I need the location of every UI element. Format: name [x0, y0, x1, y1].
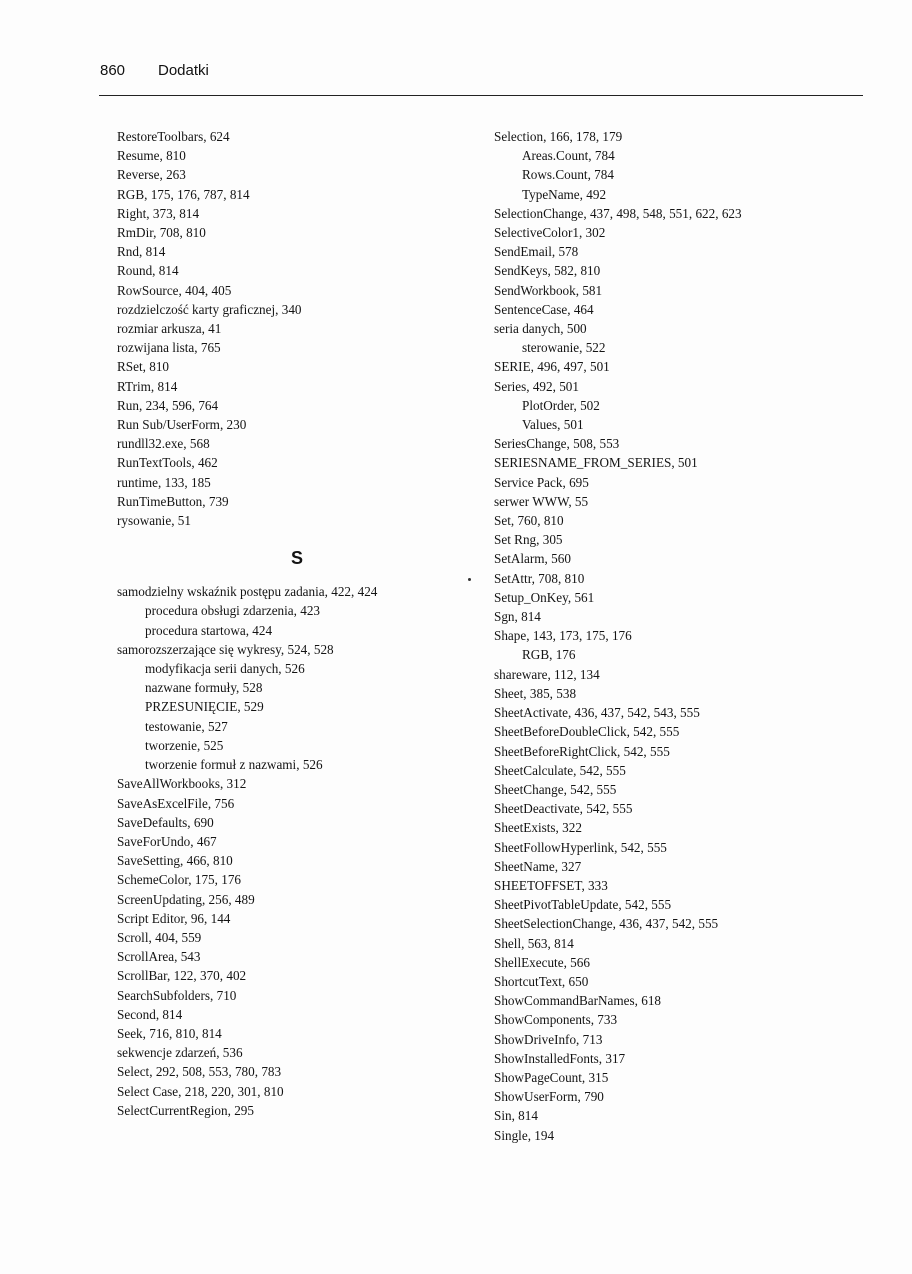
index-entry: Rnd, 814 — [117, 244, 166, 260]
index-entry: Reverse, 263 — [117, 167, 186, 183]
index-entry: SheetChange, 542, 555 — [494, 781, 617, 797]
index-entry: SERIESNAME_FROM_SERIES, 501 — [494, 455, 698, 471]
index-entry: RunTextTools, 462 — [117, 455, 218, 471]
index-entry: SheetDeactivate, 542, 555 — [494, 801, 633, 817]
index-entry: RSet, 810 — [117, 359, 170, 375]
index-entry: samodzielny wskaźnik postępu zadania, 422, 424 — [117, 584, 378, 600]
index-entry: SearchSubfolders, 710 — [117, 987, 237, 1003]
index-subentry: Areas.Count, 784 — [522, 148, 615, 164]
index-entry: Select Case, 218, 220, 301, 810 — [117, 1083, 284, 1099]
index-entry: Set Rng, 305 — [494, 532, 563, 548]
index-entry: ShowDriveInfo, 713 — [494, 1031, 603, 1047]
index-entry: SheetSelectionChange, 436, 437, 542, 555 — [494, 916, 719, 932]
index-column-left — [117, 127, 477, 1120]
index-entry: SchemeColor, 175, 176 — [117, 872, 242, 888]
index-entry: SheetName, 327 — [494, 858, 582, 874]
index-entry: runtime, 133, 185 — [117, 474, 211, 490]
index-entry: Single, 194 — [494, 1127, 555, 1143]
index-entry: Script Editor, 96, 144 — [117, 910, 231, 926]
index-entry: seria danych, 500 — [494, 321, 587, 337]
index-entry: Round, 814 — [117, 263, 179, 279]
section-title: Dodatki — [158, 62, 209, 79]
index-entry: RGB, 175, 176, 787, 814 — [117, 186, 250, 202]
index-entry: rozmiar arkusza, 41 — [117, 321, 222, 337]
index-subentry: nazwane formuły, 528 — [145, 680, 263, 696]
index-entry: ShowInstalledFonts, 317 — [494, 1050, 626, 1066]
index-entry: SheetFollowHyperlink, 542, 555 — [494, 839, 667, 855]
index-entry: Shape, 143, 173, 175, 176 — [494, 628, 632, 644]
index-entry: ShowUserForm, 790 — [494, 1089, 604, 1105]
index-entry: ScrollBar, 122, 370, 402 — [117, 968, 247, 984]
index-entry: ShortcutText, 650 — [494, 973, 589, 989]
index-subentry: RGB, 176 — [522, 647, 576, 663]
running-header — [100, 62, 209, 79]
index-entry: SaveSetting, 466, 810 — [117, 853, 233, 869]
index-entry: Second, 814 — [117, 1006, 183, 1022]
index-subentry: PRZESUNIĘCIE, 529 — [145, 699, 264, 715]
index-entry: SelectCurrentRegion, 295 — [117, 1102, 254, 1118]
index-subentry: procedura obsługi zdarzenia, 423 — [145, 603, 321, 619]
index-subentry: tworzenie formuł z nazwami, 526 — [145, 757, 323, 773]
index-entry: ShowCommandBarNames, 618 — [494, 993, 662, 1009]
index-entry: Run, 234, 596, 764 — [117, 397, 219, 413]
index-entry: Resume, 810 — [117, 148, 186, 164]
index-entry: rozwijana lista, 765 — [117, 340, 221, 356]
index-entry: SHEETOFFSET, 333 — [494, 877, 608, 893]
index-entry: rozdzielczość karty graficznej, 340 — [117, 301, 302, 317]
index-entry: Series, 492, 501 — [494, 378, 579, 394]
index-entry: shareware, 112, 134 — [494, 666, 600, 682]
index-entry: Sheet, 385, 538 — [494, 685, 577, 701]
index-entry: SendKeys, 582, 810 — [494, 263, 601, 279]
index-entry: Shell, 563, 814 — [494, 935, 574, 951]
index-entry: Service Pack, 695 — [494, 474, 589, 490]
index-entry: Set, 760, 810 — [494, 513, 564, 529]
index-entry: RowSource, 404, 405 — [117, 282, 232, 298]
page-number: 860 — [100, 62, 126, 79]
header-rule — [99, 95, 863, 96]
index-entry: SheetBeforeDoubleClick, 542, 555 — [494, 724, 680, 740]
index-entry: SaveDefaults, 690 — [117, 814, 214, 830]
index-entry: SheetExists, 322 — [494, 820, 582, 836]
index-entry: RTrim, 814 — [117, 378, 178, 394]
index-entry: rysowanie, 51 — [117, 513, 191, 529]
index-entry: SheetBeforeRightClick, 542, 555 — [494, 743, 670, 759]
index-subentry: testowanie, 527 — [145, 718, 228, 734]
index-entry: SelectiveColor1, 302 — [494, 225, 606, 241]
index-entry: ScreenUpdating, 256, 489 — [117, 891, 255, 907]
index-entry: SendEmail, 578 — [494, 244, 579, 260]
index-subentry: sterowanie, 522 — [522, 340, 606, 356]
index-entry: RmDir, 708, 810 — [117, 225, 206, 241]
index-section-letter: S — [290, 548, 303, 569]
index-entry: rundll32.exe, 568 — [117, 436, 210, 452]
index-entry: Sgn, 814 — [494, 609, 541, 625]
index-entry: ShowComponents, 733 — [494, 1012, 618, 1028]
index-subentry: Values, 501 — [522, 417, 584, 433]
index-subentry: modyfikacja serii danych, 526 — [145, 661, 305, 677]
index-entry: RunTimeButton, 739 — [117, 493, 229, 509]
index-entry: Right, 373, 814 — [117, 205, 200, 221]
index-column-right — [494, 127, 854, 1145]
index-entry: Setup_OnKey, 561 — [494, 589, 595, 605]
index-entry: SheetCalculate, 542, 555 — [494, 762, 626, 778]
index-entry: ShowPageCount, 315 — [494, 1069, 609, 1085]
index-subentry: Rows.Count, 784 — [522, 167, 614, 183]
index-entry: SheetActivate, 436, 437, 542, 543, 555 — [494, 705, 700, 721]
index-entry: Run Sub/UserForm, 230 — [117, 417, 247, 433]
index-entry: serwer WWW, 55 — [494, 493, 589, 509]
index-entry: Sin, 814 — [494, 1108, 538, 1124]
index-entry: SentenceCase, 464 — [494, 301, 594, 317]
index-entry: ScrollArea, 543 — [117, 949, 201, 965]
index-entry: SaveAllWorkbooks, 312 — [117, 776, 247, 792]
index-entry: samorozszerzające się wykresy, 524, 528 — [117, 641, 334, 657]
index-subentry: procedura startowa, 424 — [145, 622, 273, 638]
index-entry: Seek, 716, 810, 814 — [117, 1025, 222, 1041]
index-entry: SelectionChange, 437, 498, 548, 551, 622, 623 — [494, 205, 742, 221]
index-entry: RestoreToolbars, 624 — [117, 129, 230, 144]
index-entry: SeriesChange, 508, 553 — [494, 436, 620, 452]
stray-mark — [468, 578, 471, 581]
index-entry: SetAlarm, 560 — [494, 551, 571, 567]
index-entry: SheetPivotTableUpdate, 542, 555 — [494, 897, 672, 913]
index-entry: ShellExecute, 566 — [494, 954, 590, 970]
index-entry: Scroll, 404, 559 — [117, 929, 202, 945]
index-entry: SendWorkbook, 581 — [494, 282, 603, 298]
index-subentry: PlotOrder, 502 — [522, 397, 600, 413]
index-subentry: TypeName, 492 — [522, 186, 607, 202]
index-entry: SERIE, 496, 497, 501 — [494, 359, 610, 375]
index-entry: SaveForUndo, 467 — [117, 833, 217, 849]
index-entry: SaveAsExcelFile, 756 — [117, 795, 235, 811]
index-entry: sekwencje zdarzeń, 536 — [117, 1045, 243, 1061]
index-subentry: tworzenie, 525 — [145, 737, 224, 753]
index-entry: SetAttr, 708, 810 — [494, 570, 585, 586]
index-entry: Select, 292, 508, 553, 780, 783 — [117, 1064, 282, 1080]
index-entry: Selection, 166, 178, 179 — [494, 129, 623, 144]
